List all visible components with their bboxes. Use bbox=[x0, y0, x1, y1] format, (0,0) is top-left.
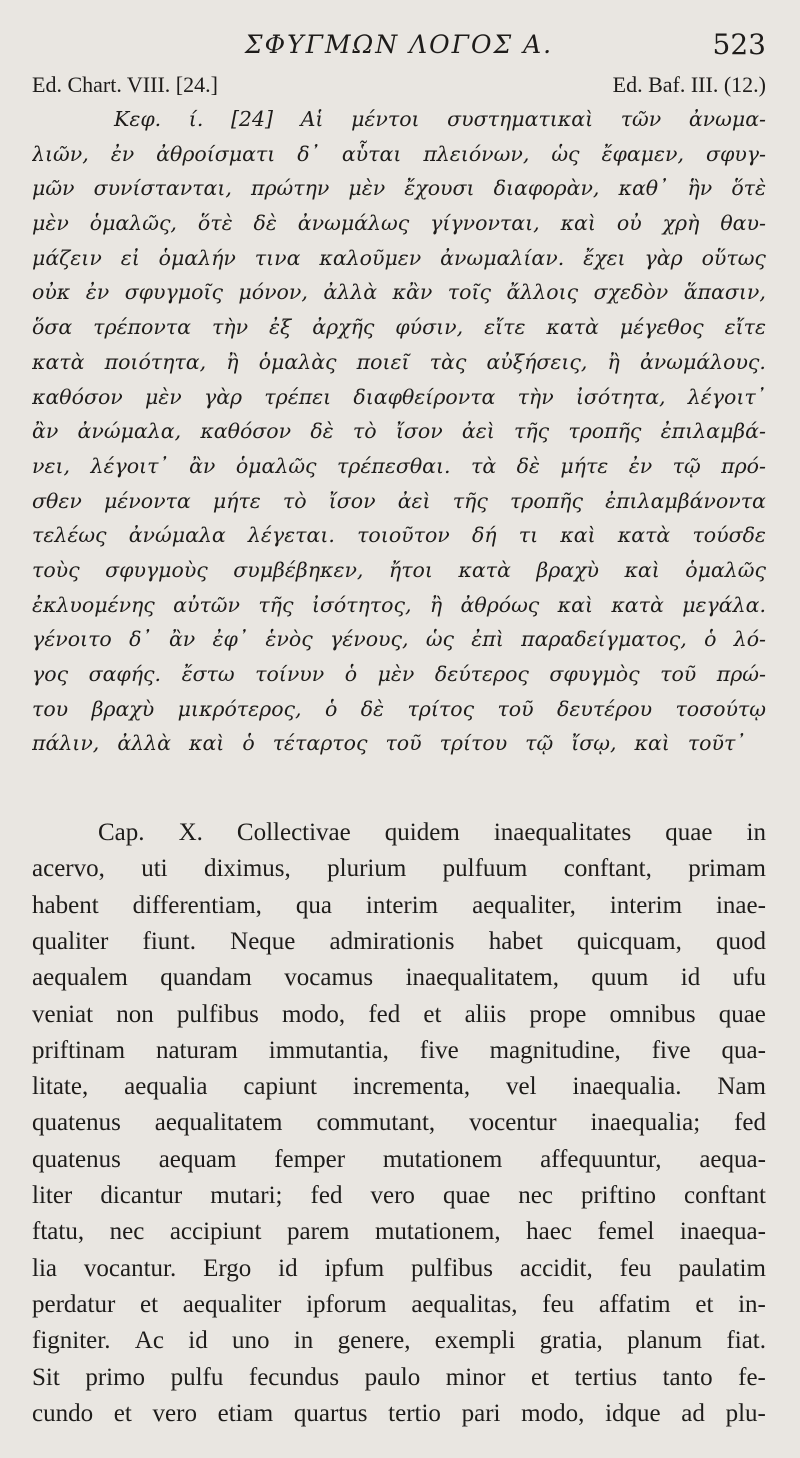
latin-text-line: cundo et vero etiam quartus tertio pari modo, idque ad plu- bbox=[32, 1399, 766, 1427]
latin-text-line: priftinam naturam immutantia, five magnitudine, five qua- bbox=[32, 1036, 766, 1064]
latin-text-line: Sit primo pulfu fecundus paulo minor et tertius tanto fe- bbox=[32, 1363, 766, 1391]
greek-text-line: οὐκ ἐν σφυγμοῖς μόνον, ἀλλὰ κἂν τοῖς ἄλλοις σχεδὸν ἅπασιν, bbox=[32, 280, 766, 305]
running-head bbox=[32, 20, 766, 68]
edition-references bbox=[32, 70, 766, 100]
running-title: ΣΦΥΓΜΩΝ ΛΟΓΟΣ Α. bbox=[244, 30, 554, 59]
greek-text-line: μῶν συνίστανται, πρώτην μὲν ἔχουσι διαφορὰν, καθ᾽ ἣν ὅτὲ bbox=[32, 176, 766, 201]
greek-text-block bbox=[32, 102, 766, 761]
greek-text-line: καθόσον μὲν γὰρ τρέπει διαφθείροντα τὴν ἰσότητα, λέγοιτ᾽ bbox=[32, 384, 766, 409]
latin-text-line: litate, aequalia capiunt incrementa, vel inaequalia. Nam bbox=[32, 1073, 766, 1101]
greek-text-line: ἂν ἀνώμαλα, καθόσον δὲ τὸ ἴσον ἀεὶ τῆς τροπῆς ἐπιλαμβά- bbox=[32, 419, 766, 444]
latin-text-line: habent differentiam, qua interim aequaliter, interim inae- bbox=[32, 891, 766, 919]
greek-text-line: σθεν μένοντα μήτε τὸ ἴσον ἀεὶ τῆς τροπῆς ἐπιλαμβάνοντα bbox=[32, 488, 766, 513]
latin-text-line: aequalem quandam vocamus inaequalitatem, quum id ufu bbox=[32, 964, 766, 992]
page-number: 523 bbox=[712, 28, 766, 61]
greek-text-line: τοὺς σφυγμοὺς συμβέβηκεν, ἤτοι κατὰ βραχὺ καὶ ὁμαλῶς bbox=[32, 557, 766, 582]
greek-text-line: του βραχὺ μικρότερος, ὁ δὲ τρίτος τοῦ δευτέρου τοσούτῳ bbox=[32, 696, 766, 721]
greek-text-line: Κεφ. ί. [24] Αἱ μέντοι συστηματικαὶ τῶν ἀνωμα- bbox=[114, 107, 766, 131]
greek-text-line: πάλιν, ἀλλὰ καὶ ὁ τέταρτος τοῦ τρίτου τῷ ἴσῳ, καὶ τοῦτ᾽ bbox=[32, 731, 746, 756]
latin-text-line: ftatu, nec accipiunt parem mutationem, haec femel inaequa- bbox=[32, 1218, 766, 1246]
greek-text-line: γένοιτο δ᾽ ἂν ἐφ᾽ ἑνὸς γένους, ὡς ἐπὶ παραδείγματος, ὁ λό- bbox=[32, 627, 766, 652]
latin-text-line: figniter. Ac id uno in genere, exempli gratia, planum fiat. bbox=[32, 1327, 766, 1355]
greek-text-line: μὲν ὁμαλῶς, ὅτὲ δὲ ἀνωμάλως γίγνονται, καὶ οὐ χρὴ θαυ- bbox=[32, 211, 766, 236]
greek-text-line: γος σαφής. ἔστω τοίνυν ὁ μὲν δεύτερος σφυγμὸς τοῦ πρώ- bbox=[32, 662, 766, 686]
latin-text-line: Cap. X. Collectivae quidem inaequalitates quae in bbox=[98, 819, 766, 847]
latin-text-line: acervo, uti diximus, plurium pulfuum conftant, primam bbox=[32, 855, 766, 883]
greek-text-line: ὅσα τρέποντα τὴν ἐξ ἀρχῆς φύσιν, εἴτε κατὰ μέγεθος εἴτε bbox=[32, 315, 766, 340]
latin-text-line: quatenus aequalitatem commutant, vocentur inaequalia; fed bbox=[32, 1109, 766, 1137]
greek-text-line: ἐκλυομένης αὐτῶν τῆς ἰσότητος, ἢ ἀθρόως καὶ κατὰ μεγάλα. bbox=[32, 592, 766, 617]
greek-text-line: κατὰ ποιότητα, ἢ ὁμαλὰς ποιεῖ τὰς αὐξήσεις, ἢ ἀνωμάλους. bbox=[32, 349, 766, 374]
latin-text-line: veniat non pulfibus modo, fed et aliis prope omnibus quae bbox=[32, 1000, 766, 1028]
edition-chart-reference: Ed. Chart. VIII. [24.] bbox=[32, 72, 218, 97]
latin-text-line: liter dicantur mutari; fed vero quae nec priftino conftant bbox=[32, 1182, 766, 1210]
latin-text-line: qualiter fiunt. Neque admirationis habet quicquam, quod bbox=[32, 927, 766, 955]
latin-text-block bbox=[32, 815, 766, 1432]
greek-text-line: τελέως ἀνώμαλα λέγεται. τοιοῦτον δή τι καὶ κατὰ τούσδε bbox=[32, 523, 766, 548]
greek-text-line: νει, λέγοιτ᾽ ἂν ὁμαλῶς τρέπεσθαι. τὰ δὲ μήτε ἐν τῷ πρό- bbox=[32, 453, 766, 478]
greek-text-line: μάζειν εἰ ὁμαλήν τινα καλοῦμεν ἀνωμαλίαν. ἔχει γὰρ οὕτως bbox=[32, 245, 766, 270]
greek-text-line: λιῶν, ἐν ἀθροίσματι δ᾽ αὗται πλειόνων, ὡς ἔφαμεν, σφυγ- bbox=[32, 141, 766, 166]
latin-text-line: lia vocantur. Ergo id ipfum pulfibus accidit, feu paulatim bbox=[32, 1254, 766, 1282]
latin-text-line: quatenus aequam femper mutationem affequuntur, aequa- bbox=[32, 1145, 766, 1173]
latin-text-line: perdatur et aequaliter ipforum aequalitas, feu affatim et in- bbox=[32, 1290, 766, 1318]
edition-basel-reference: Ed. Baf. III. (12.) bbox=[612, 72, 766, 97]
